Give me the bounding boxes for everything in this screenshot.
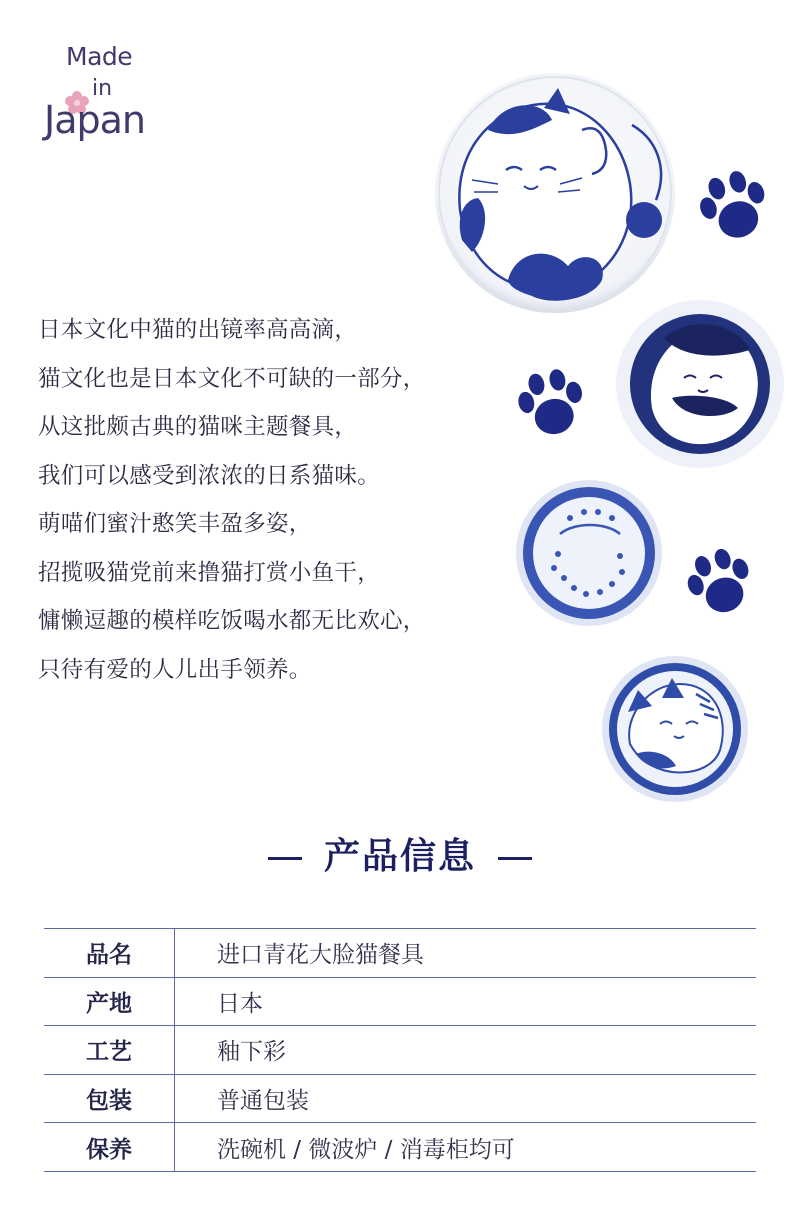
made-in-japan-logo	[42, 40, 172, 150]
info-key: 工艺	[44, 1026, 175, 1075]
info-value: 进口青花大脸猫餐具	[175, 929, 757, 978]
intro-line: 慵懒逗趣的模样吃饭喝水都无比欢心，	[38, 608, 426, 634]
info-key: 品名	[44, 929, 175, 978]
logo-in-text: in	[92, 76, 113, 101]
info-key: 保养	[44, 1123, 175, 1172]
intro-line: 从这批颇古典的猫咪主题餐具，	[38, 414, 358, 440]
info-value: 釉下彩	[175, 1026, 757, 1075]
intro-line: 只待有爱的人儿出手领养。	[38, 656, 312, 683]
intro-line: 猫文化也是日本文化不可缺的一部分，	[38, 365, 426, 392]
tuxedo-cat-bowl	[614, 298, 786, 470]
logo-made-text: Made	[66, 42, 133, 71]
dotted-cat-bowl	[514, 478, 664, 628]
intro-text	[38, 306, 498, 694]
intro-line: 招揽吸猫党前来撸猫打赏小鱼干，	[38, 559, 381, 586]
paw-print-icon	[694, 168, 776, 250]
product-info-table	[44, 928, 756, 1172]
info-value: 洗碗机 / 微波炉 / 消毒柜均可	[175, 1123, 757, 1172]
table-row	[44, 1026, 756, 1075]
table-row	[44, 929, 756, 978]
table-row	[44, 1074, 756, 1123]
intro-line: 日本文化中猫的出镜率高高滴，	[38, 317, 358, 343]
intro-line: 萌喵们蜜汁憨笑丰盈多姿，	[38, 511, 312, 537]
logo-japan-text: Japan	[44, 98, 145, 142]
title-dash-left	[268, 857, 302, 860]
table-row	[44, 1123, 756, 1172]
paw-print-icon	[512, 366, 592, 446]
striped-cat-dish	[600, 654, 750, 804]
paw-print-icon	[682, 546, 760, 624]
product-info-heading	[0, 828, 800, 879]
title-dash-right	[498, 857, 532, 860]
table-row	[44, 977, 756, 1026]
info-value: 普通包装	[175, 1074, 757, 1123]
info-key: 包装	[44, 1074, 175, 1123]
section-title-text: 产品信息	[323, 836, 476, 877]
calico-cat-plate	[432, 70, 678, 316]
info-value: 日本	[175, 977, 757, 1026]
intro-line: 我们可以感受到浓浓的日系猫味。	[38, 462, 381, 489]
info-key: 产地	[44, 977, 175, 1026]
